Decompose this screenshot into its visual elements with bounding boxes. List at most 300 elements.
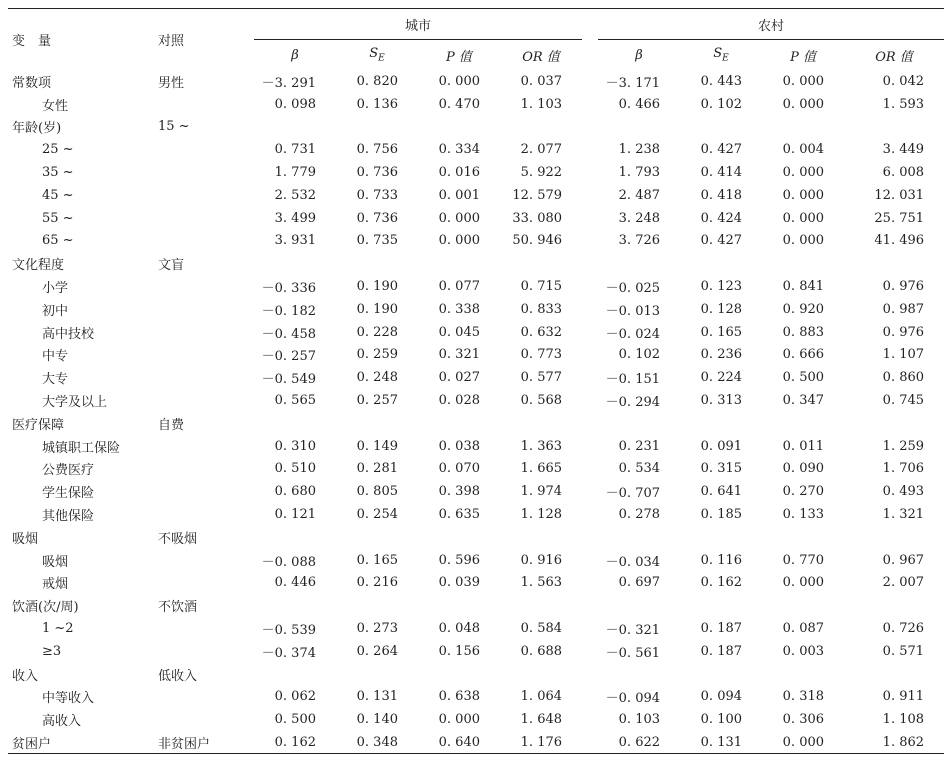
reference-cell	[154, 366, 254, 389]
rural-value-cell: 1. 793	[618, 165, 661, 181]
gap-cell	[582, 298, 598, 321]
rural-value-cell: 0. 128	[700, 301, 743, 317]
variable-cell: 中专	[42, 349, 69, 365]
city-value-cell: 1. 648	[520, 712, 563, 728]
variable-cell: 中等收入	[42, 691, 95, 707]
variable-cell: ≥3	[42, 643, 62, 659]
rural-value-cell: 0. 185	[700, 507, 743, 523]
rural-value-cell: 0. 116	[700, 552, 743, 568]
city-value-cell: 0. 070	[438, 461, 480, 477]
variable-cell: 饮酒(次/周)	[12, 600, 79, 616]
rural-value-cell: －0. 013	[605, 303, 661, 319]
rural-value-cell: 0. 270	[782, 484, 825, 500]
variable-cell: 55 ~	[42, 210, 74, 226]
rural-value-cell: 2. 487	[618, 187, 661, 203]
rural-value-cell: 1. 593	[882, 96, 925, 112]
reference-cell	[154, 344, 254, 367]
rural-value-cell	[598, 526, 680, 549]
gap-cell	[582, 503, 598, 526]
city-value-cell: 0. 190	[356, 301, 398, 317]
city-value-cell: 0. 216	[356, 575, 398, 591]
table-row	[8, 526, 944, 549]
rural-value-cell	[844, 663, 944, 686]
city-value-cell: 0. 048	[438, 621, 480, 637]
variable-cell: 城镇职工保险	[42, 440, 121, 456]
reference-cell	[154, 184, 254, 207]
gap-cell	[582, 458, 598, 481]
city-value-cell: 0. 596	[438, 552, 480, 568]
city-value-cell	[336, 116, 418, 139]
city-value-cell: －0. 458	[261, 326, 316, 342]
gap-cell	[582, 275, 598, 298]
rural-value-cell: 0. 418	[700, 187, 743, 203]
rural-value-cell: 0. 500	[782, 370, 825, 386]
rural-value-cell: 1. 108	[882, 712, 925, 728]
reference-cell: 不吸烟	[158, 531, 198, 547]
rural-value-cell: 3. 449	[882, 142, 925, 158]
rural-value-cell: 0. 860	[882, 370, 925, 386]
rural-value-cell	[844, 116, 944, 139]
rural-value-cell: 0. 102	[700, 96, 743, 112]
city-value-cell	[500, 594, 582, 617]
rural-value-cell	[762, 526, 844, 549]
table-row	[8, 663, 944, 686]
variable-cell: 常数项	[12, 75, 52, 91]
rural-value-cell	[680, 116, 762, 139]
variable-cell: 公费医疗	[42, 463, 95, 479]
rural-value-cell: －0. 294	[605, 395, 661, 411]
city-value-cell: 1. 974	[520, 484, 563, 500]
variable-cell: 贫困户	[8, 731, 154, 754]
city-value-cell: 2. 532	[274, 187, 316, 203]
rural-value-cell: 0. 094	[700, 689, 743, 705]
header-city-beta: β	[291, 47, 299, 63]
rural-value-cell: 0. 571	[882, 643, 925, 659]
city-value-cell: 0. 736	[356, 210, 398, 226]
city-value-cell	[500, 412, 582, 435]
gap-cell	[582, 321, 598, 344]
header-rural: 农村	[598, 9, 944, 40]
rural-value-cell	[680, 412, 762, 435]
rural-value-cell: 0. 911	[882, 689, 925, 705]
variable-cell: 大专	[42, 372, 69, 388]
rural-value-cell: 0. 770	[782, 552, 825, 568]
rural-value-cell: 0. 087	[782, 621, 825, 637]
rural-value-cell: －3. 171	[605, 75, 661, 91]
city-value-cell: 0. 735	[356, 233, 398, 249]
city-value-cell: 0. 805	[356, 484, 398, 500]
reference-cell	[154, 617, 254, 640]
header-city-or: OR 值	[522, 49, 560, 65]
rural-value-cell: 0. 622	[598, 731, 680, 754]
reference-cell	[154, 480, 254, 503]
city-value-cell: 5. 922	[520, 165, 563, 181]
city-value-cell: －3. 291	[261, 75, 316, 91]
rural-value-cell: 0. 306	[782, 712, 825, 728]
table-row	[8, 412, 944, 435]
rural-value-cell	[598, 594, 680, 617]
table-row	[8, 252, 944, 275]
reference-cell	[154, 458, 254, 481]
city-value-cell: －0. 549	[261, 372, 316, 388]
city-value-cell: －0. 257	[261, 349, 316, 365]
header-city: 城市	[254, 9, 582, 40]
variable-cell: 其他保险	[42, 509, 95, 525]
header-variable: 变 量	[12, 34, 52, 49]
reference-cell	[154, 93, 254, 116]
city-value-cell	[336, 526, 418, 549]
reference-cell	[154, 138, 254, 161]
table-row	[8, 640, 944, 663]
variable-cell: 大学及以上	[42, 395, 108, 411]
rural-value-cell: 3. 726	[618, 233, 661, 249]
city-value-cell: 0. 001	[438, 187, 480, 203]
city-value-cell	[254, 252, 336, 275]
variable-cell: 65 ~	[42, 233, 74, 249]
rural-value-cell: 0. 000	[762, 731, 844, 754]
variable-cell: 年龄(岁)	[12, 121, 62, 137]
rural-value-cell: 0. 090	[782, 461, 825, 477]
rural-value-cell: －0. 025	[605, 281, 661, 297]
rural-value-cell	[762, 412, 844, 435]
rural-value-cell: －0. 321	[605, 623, 661, 639]
table-row	[8, 458, 944, 481]
rural-value-cell: 0. 187	[700, 621, 743, 637]
rural-value-cell: 0. 493	[882, 484, 925, 500]
rural-value-cell	[680, 663, 762, 686]
rural-value-cell: 0. 000	[782, 187, 825, 203]
rural-value-cell: 0. 004	[782, 142, 825, 158]
city-value-cell: －0. 374	[261, 645, 316, 661]
variable-cell: 小学	[42, 281, 69, 297]
rural-value-cell: 0. 313	[700, 393, 743, 409]
rural-value-cell: 0. 920	[782, 301, 825, 317]
table-row	[8, 480, 944, 503]
gap-cell	[582, 617, 598, 640]
rural-value-cell: 0. 967	[882, 552, 925, 568]
city-value-cell: 0. 640	[418, 731, 500, 754]
city-value-cell: 0. 121	[274, 507, 316, 523]
header-city-p: P 值	[446, 49, 472, 65]
rural-value-cell	[762, 116, 844, 139]
table-row	[8, 321, 944, 344]
variable-cell: 45 ~	[42, 187, 74, 203]
rural-value-cell	[598, 116, 680, 139]
city-value-cell	[500, 252, 582, 275]
table-row	[8, 93, 944, 116]
rural-value-cell: 12. 031	[874, 187, 925, 203]
city-value-cell	[254, 526, 336, 549]
city-value-cell: 0. 273	[356, 621, 398, 637]
city-value-cell: 0. 715	[520, 279, 563, 295]
gap-cell	[582, 230, 598, 253]
table-row	[8, 708, 944, 731]
city-value-cell	[500, 526, 582, 549]
rural-value-cell: 0. 091	[700, 438, 743, 454]
city-value-cell: 3. 931	[274, 233, 316, 249]
rural-value-cell: 2. 007	[882, 575, 925, 591]
rural-value-cell	[762, 252, 844, 275]
rural-value-cell: 0. 987	[882, 301, 925, 317]
rural-value-cell: －0. 151	[605, 372, 661, 388]
reference-cell	[154, 275, 254, 298]
rural-value-cell: 0. 726	[882, 621, 925, 637]
city-value-cell: 3. 499	[274, 210, 316, 226]
city-value-cell: 0. 398	[438, 484, 480, 500]
rural-value-cell: 0. 697	[618, 575, 661, 591]
reference-cell: 低收入	[158, 668, 198, 684]
rural-value-cell: 0. 318	[782, 689, 825, 705]
rural-value-cell: 1. 238	[618, 142, 661, 158]
variable-cell: 医疗保障	[12, 417, 65, 433]
city-value-cell: 0. 000	[438, 73, 480, 89]
variable-cell: 女性	[42, 98, 69, 114]
rural-value-cell: 0. 000	[782, 210, 825, 226]
rural-value-cell: 0. 165	[700, 324, 743, 340]
gap-cell	[582, 686, 598, 709]
variable-cell: 戒烟	[42, 577, 69, 593]
city-value-cell	[418, 594, 500, 617]
variable-cell: 文化程度	[12, 258, 65, 274]
city-value-cell: 0. 190	[356, 279, 398, 295]
city-value-cell: 1. 064	[520, 689, 563, 705]
variable-cell: 收入	[12, 668, 39, 684]
gap-cell	[582, 184, 598, 207]
gap-cell	[582, 252, 598, 275]
city-value-cell: 0. 632	[520, 324, 563, 340]
rural-value-cell	[762, 663, 844, 686]
city-value-cell: 0. 000	[438, 210, 480, 226]
gap-cell	[582, 70, 598, 93]
reference-cell	[154, 503, 254, 526]
table-row	[8, 617, 944, 640]
rural-value-cell	[680, 526, 762, 549]
city-value-cell: 12. 579	[512, 187, 563, 203]
gap-cell	[582, 526, 598, 549]
city-value-cell: 0. 680	[274, 484, 316, 500]
variable-cell: 25 ~	[42, 142, 74, 158]
table-row	[8, 230, 944, 253]
rural-value-cell: 25. 751	[874, 210, 925, 226]
rural-value-cell: 0. 315	[700, 461, 743, 477]
city-value-cell	[336, 594, 418, 617]
city-value-cell: 0. 916	[520, 552, 563, 568]
city-value-cell: 0. 820	[356, 73, 398, 89]
city-value-cell: 0. 165	[356, 552, 398, 568]
rural-value-cell: －0. 094	[605, 691, 661, 707]
city-value-cell: 0. 028	[438, 393, 480, 409]
city-value-cell: 0. 259	[356, 347, 398, 363]
city-value-cell: 0. 140	[356, 712, 398, 728]
rural-value-cell: 0. 042	[882, 73, 925, 89]
regression-table	[8, 8, 944, 754]
reference-cell	[154, 549, 254, 572]
city-value-cell: 0. 565	[274, 393, 316, 409]
gap-cell	[582, 366, 598, 389]
city-value-cell: 0. 149	[356, 438, 398, 454]
rural-value-cell: 0. 000	[782, 165, 825, 181]
rural-value-cell: 0. 976	[882, 279, 925, 295]
city-value-cell	[418, 663, 500, 686]
gap-cell	[582, 549, 598, 572]
city-value-cell: 0. 731	[274, 142, 316, 158]
reference-cell	[154, 708, 254, 731]
rural-value-cell: 1. 321	[882, 507, 925, 523]
rural-value-cell: 0. 976	[882, 324, 925, 340]
city-value-cell: 0. 638	[438, 689, 480, 705]
table-row	[8, 116, 944, 139]
variable-cell: 吸烟	[42, 554, 69, 570]
rural-value-cell: 0. 224	[700, 370, 743, 386]
gap-cell	[582, 640, 598, 663]
rural-value-cell: 0. 443	[700, 73, 743, 89]
city-value-cell: 0. 228	[356, 324, 398, 340]
rural-value-cell: 0. 424	[700, 210, 743, 226]
city-value-cell: 0. 156	[438, 643, 480, 659]
city-value-cell	[418, 116, 500, 139]
rural-value-cell: 0. 102	[618, 347, 661, 363]
city-value-cell: 0. 688	[520, 643, 563, 659]
city-value-cell: 0. 000	[438, 712, 480, 728]
variable-cell: 1 ~2	[42, 621, 74, 637]
header-rural-beta: β	[635, 47, 643, 63]
city-value-cell: 0. 281	[356, 461, 398, 477]
city-value-cell: 0. 348	[336, 731, 418, 754]
city-value-cell: 0. 577	[520, 370, 563, 386]
reference-cell	[154, 389, 254, 412]
rural-value-cell	[844, 412, 944, 435]
rural-value-cell: 1. 706	[882, 461, 925, 477]
gap-cell	[582, 161, 598, 184]
city-value-cell	[418, 526, 500, 549]
table-row	[8, 344, 944, 367]
city-value-cell: 0. 162	[254, 731, 336, 754]
gap-cell	[582, 412, 598, 435]
city-value-cell: 0. 500	[274, 712, 316, 728]
table-row	[8, 275, 944, 298]
rural-value-cell: －0. 024	[605, 326, 661, 342]
rural-value-cell	[762, 594, 844, 617]
reference-cell	[154, 572, 254, 595]
city-value-cell: 0. 037	[520, 73, 563, 89]
reference-cell	[154, 435, 254, 458]
rural-value-cell	[844, 594, 944, 617]
reference-cell	[154, 207, 254, 230]
city-value-cell: 0. 027	[438, 370, 480, 386]
city-value-cell	[336, 663, 418, 686]
city-value-cell: 0. 584	[520, 621, 563, 637]
header-rural-p: P 值	[790, 49, 816, 65]
city-value-cell	[254, 116, 336, 139]
header-rural-or: OR 值	[875, 49, 913, 65]
rural-value-cell: －0. 561	[605, 645, 661, 661]
city-value-cell: 0. 045	[438, 324, 480, 340]
gap-cell	[582, 116, 598, 139]
city-value-cell: 0. 321	[438, 347, 480, 363]
reference-cell	[154, 161, 254, 184]
rural-value-cell: 1. 107	[882, 347, 925, 363]
table-body	[8, 70, 944, 754]
city-value-cell: －0. 336	[261, 281, 316, 297]
rural-value-cell: 0. 000	[782, 73, 825, 89]
city-value-cell: 0. 756	[356, 142, 398, 158]
city-value-cell: 0. 062	[274, 689, 316, 705]
reference-cell: 男性	[158, 75, 185, 91]
table-row	[8, 161, 944, 184]
table-row	[8, 686, 944, 709]
rural-value-cell: 0. 236	[700, 347, 743, 363]
variable-cell: 学生保险	[42, 486, 95, 502]
rural-value-cell: －0. 034	[605, 554, 661, 570]
rural-value-cell: 0. 000	[782, 575, 825, 591]
reference-cell: 15 ~	[158, 119, 190, 135]
rural-value-cell: 0. 100	[700, 712, 743, 728]
rural-value-cell: 0. 187	[700, 643, 743, 659]
city-value-cell: 0. 568	[520, 393, 563, 409]
gap-cell	[582, 389, 598, 412]
city-value-cell: 0. 248	[356, 370, 398, 386]
rural-value-cell: 0. 000	[782, 233, 825, 249]
city-value-cell: 0. 733	[356, 187, 398, 203]
rural-value-cell: 0. 641	[700, 484, 743, 500]
rural-value-cell: 0. 745	[882, 393, 925, 409]
gap-cell	[582, 572, 598, 595]
rural-value-cell: 0. 278	[618, 507, 661, 523]
rural-value-cell: 0. 666	[782, 347, 825, 363]
gap-cell	[582, 594, 598, 617]
gap-cell	[582, 344, 598, 367]
gap-cell	[582, 480, 598, 503]
city-value-cell: 1. 779	[274, 165, 316, 181]
rural-value-cell	[598, 663, 680, 686]
city-value-cell: 0. 254	[356, 507, 398, 523]
rural-value-cell	[680, 252, 762, 275]
rural-value-cell: 0. 883	[782, 324, 825, 340]
city-value-cell: －0. 182	[261, 303, 316, 319]
table-row	[8, 572, 944, 595]
rural-value-cell: 6. 008	[882, 165, 925, 181]
table-row	[8, 594, 944, 617]
city-value-cell: 1. 103	[520, 96, 563, 112]
table-row	[8, 503, 944, 526]
city-value-cell	[336, 412, 418, 435]
rural-value-cell: 0. 427	[700, 233, 743, 249]
city-value-cell: 0. 773	[520, 347, 563, 363]
city-value-cell: 0. 257	[356, 393, 398, 409]
city-value-cell: 0. 736	[356, 165, 398, 181]
city-value-cell	[254, 412, 336, 435]
variable-cell: 初中	[42, 303, 69, 319]
city-value-cell: 0. 635	[438, 507, 480, 523]
rural-value-cell: 0. 003	[782, 643, 825, 659]
city-value-cell	[500, 663, 582, 686]
city-value-cell	[254, 594, 336, 617]
rural-value-cell: 0. 414	[700, 165, 743, 181]
city-value-cell: 33. 080	[512, 210, 563, 226]
city-value-cell: 0. 098	[274, 96, 316, 112]
city-value-cell	[418, 412, 500, 435]
city-value-cell	[254, 663, 336, 686]
rural-value-cell: 41. 496	[874, 233, 925, 249]
city-value-cell: －0. 088	[261, 554, 316, 570]
rural-value-cell: 3. 248	[618, 210, 661, 226]
rural-value-cell: 0. 841	[782, 279, 825, 295]
rural-value-cell	[598, 252, 680, 275]
city-value-cell: 0. 136	[356, 96, 398, 112]
header-row-groups	[8, 9, 944, 40]
gap-cell	[582, 93, 598, 116]
rural-value-cell: 0. 133	[782, 507, 825, 523]
